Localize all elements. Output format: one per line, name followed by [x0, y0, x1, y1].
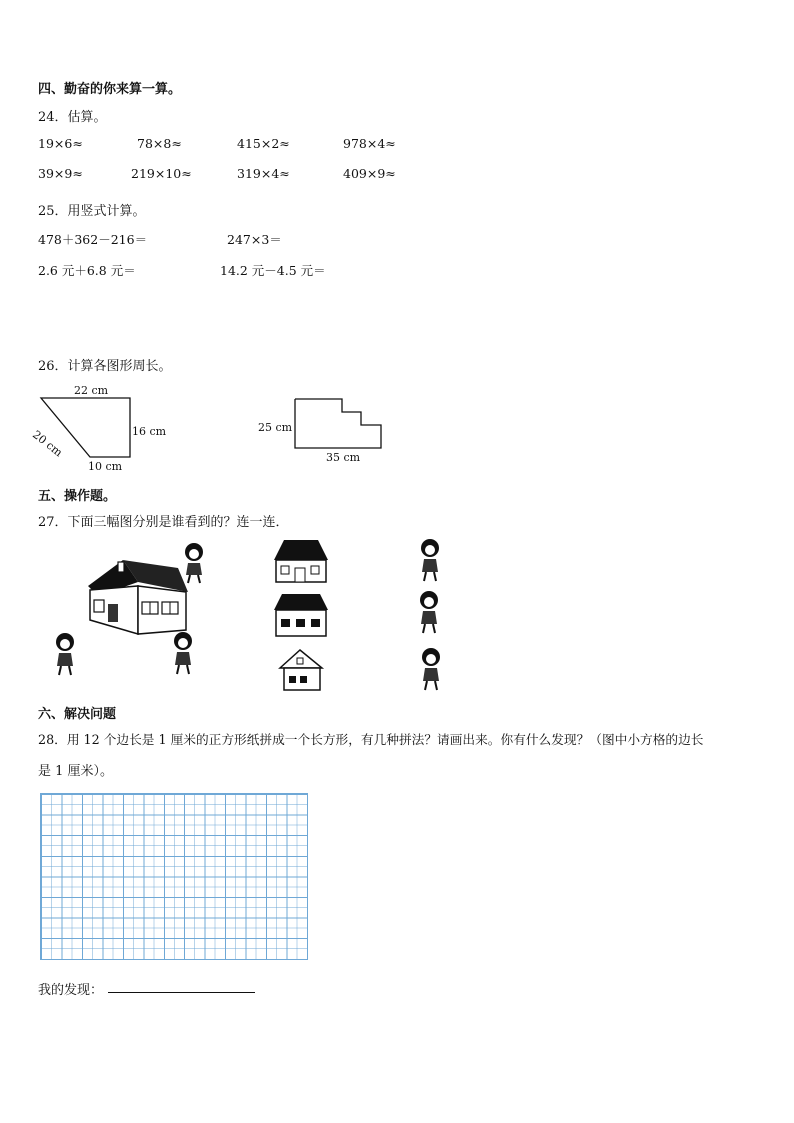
step-bottom-label: 35 cm [326, 451, 361, 464]
step-shape-figure [294, 398, 384, 450]
q24-item: 978×4≈ [343, 136, 396, 151]
child-option-3 [414, 646, 448, 692]
section4-title: 四、勤奋的你来算一算。 [38, 82, 182, 97]
q24-item: 219×10≈ [131, 166, 192, 181]
section5-title: 五、操作题。 [38, 489, 117, 504]
answer-label: 我的发现： [38, 983, 104, 998]
q24-item: 415×2≈ [237, 136, 290, 151]
trapezoid-left-label: 20 cm [29, 428, 65, 460]
house-gable-view [278, 648, 324, 692]
child-figure-left [50, 631, 80, 677]
q24-item: 39×9≈ [38, 166, 83, 181]
step-left-label: 25 cm [258, 421, 293, 434]
square-grid[interactable] [40, 793, 308, 960]
q26-label: 26．计算各图形周长。 [38, 359, 172, 374]
child-figure-right [168, 630, 198, 676]
q24-item: 319×4≈ [237, 166, 290, 181]
q25-item: 2.6 元＋6.8 元＝ [38, 263, 136, 278]
q25-label: 25．用竖式计算。 [38, 204, 146, 219]
child-option-1 [414, 537, 446, 583]
answer-blank-line[interactable] [108, 991, 255, 993]
q25-item: 478＋362－216＝ [38, 232, 148, 247]
section6-title: 六、解决问题 [38, 707, 117, 722]
trapezoid-top-label: 22 cm [74, 384, 109, 397]
q24-item: 78×8≈ [137, 136, 182, 151]
child-figure-top [180, 541, 208, 585]
q25-item: 247×3＝ [227, 232, 282, 247]
house-front-view [272, 538, 330, 584]
house-side-view [272, 592, 330, 638]
q28-line1: 28．用 12 个边长是 1 厘米的正方形纸拼成一个长方形，有几种拼法？请画出来。你有什么发现？（图中小方格的边长 [38, 732, 704, 747]
trapezoid-right-label: 16 cm [132, 425, 167, 438]
q25-item: 14.2 元－4.5 元＝ [220, 263, 326, 278]
q24-item: 409×9≈ [343, 166, 396, 181]
child-option-2 [412, 589, 446, 635]
q27-label: 27．下面三幅图分别是谁看到的？连一连． [38, 515, 289, 530]
trapezoid-bottom-label: 10 cm [88, 460, 123, 473]
q24-item: 19×6≈ [38, 136, 83, 151]
q28-line2: 是 1 厘米）。 [38, 764, 114, 779]
q24-label: 24．估算。 [38, 110, 107, 125]
